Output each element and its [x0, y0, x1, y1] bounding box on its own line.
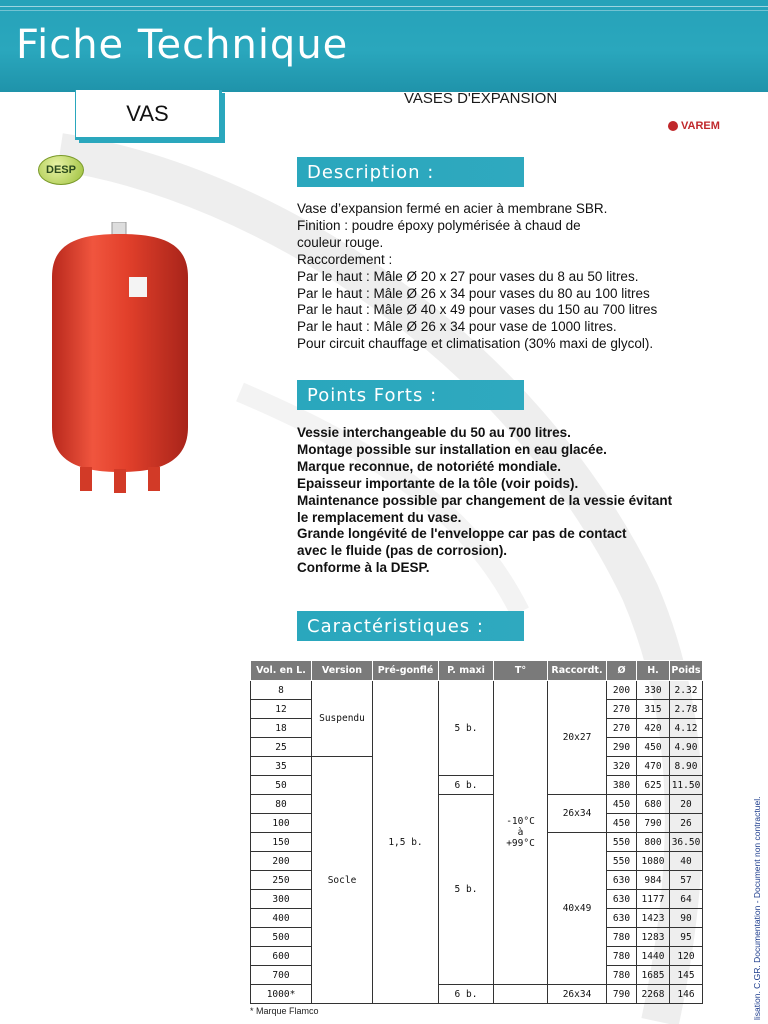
description-line: Par le haut : Mâle Ø 40 x 49 pour vases du 150 au 700 litres: [297, 302, 658, 318]
points-line: Conforme à la DESP.: [297, 560, 430, 576]
specs-table: [250, 660, 703, 1004]
cell-weight: 57: [670, 871, 703, 890]
cell-weight: 120: [670, 947, 703, 966]
banner-line: [0, 6, 768, 7]
description-line: Pour circuit chauffage et climatisation (30% maxi de glycol).: [297, 336, 654, 352]
temp-sep: à: [517, 827, 524, 838]
brand-name: VAREM: [681, 120, 720, 132]
description-line: Vase d’expansion fermé en acier à membrane SBR.: [297, 201, 608, 216]
header-version: Version: [312, 661, 373, 681]
description-line: Par le haut : Mâle Ø 20 x 27 pour vases du 8 au 50 litres.: [297, 268, 639, 284]
cell-weight: 8.90: [670, 757, 703, 776]
header-temperature: T°: [494, 661, 548, 681]
product-code-box: VAS: [76, 90, 222, 140]
points-line: Montage possible sur installation en eau glacée.: [297, 441, 607, 457]
cell-height: 1177: [637, 890, 670, 909]
cell-height: 1080: [637, 852, 670, 871]
description-line: Par le haut : Mâle Ø 26 x 34 pour vases du 80 au 100 litres: [297, 285, 650, 301]
temp-max: +99°C: [506, 838, 535, 849]
points-line: Grande longévité de l'enveloppe car pas de contact: [297, 526, 627, 542]
cell-volume: 400: [251, 909, 312, 928]
header-pregonfle: Pré-gonflé: [373, 661, 439, 681]
cell-height: 470: [637, 757, 670, 776]
cell-volume: 500: [251, 928, 312, 947]
cell-weight: 40: [670, 852, 703, 871]
cell-height: 1283: [637, 928, 670, 947]
cell-height: 800: [637, 833, 670, 852]
cell-height: 450: [637, 738, 670, 757]
cell-diameter: 630: [607, 890, 637, 909]
cell-height: 680: [637, 795, 670, 814]
cell-diameter: 320: [607, 757, 637, 776]
cell-weight: 2.32: [670, 681, 703, 700]
cell-height: 420: [637, 719, 670, 738]
description-line: Raccordement :: [297, 251, 393, 267]
cell-volume: 200: [251, 852, 312, 871]
cell-volume: 250: [251, 871, 312, 890]
cell-weight: 26: [670, 814, 703, 833]
cell-volume: 100: [251, 814, 312, 833]
cell-volume: 8: [251, 681, 312, 700]
cell-diameter: 550: [607, 852, 637, 871]
cell-height: 330: [637, 681, 670, 700]
table-row: [251, 681, 703, 700]
table-header-row: [251, 661, 703, 681]
cell-pmaxi: 6 b.: [439, 776, 494, 795]
banner-line: [0, 10, 768, 11]
cell-pmaxi: 6 b.: [439, 985, 494, 1004]
cell-diameter: 200: [607, 681, 637, 700]
description-line: couleur rouge.: [297, 234, 384, 250]
cell-height: 984: [637, 871, 670, 890]
cell-weight: 146: [670, 985, 703, 1004]
cell-diameter: 790: [607, 985, 637, 1004]
cell-raccordement: 26x34: [548, 985, 607, 1004]
cell-volume: 700: [251, 966, 312, 985]
cell-height: 2268: [637, 985, 670, 1004]
cell-weight: 145: [670, 966, 703, 985]
cell-diameter: 780: [607, 947, 637, 966]
cell-diameter: 550: [607, 833, 637, 852]
cell-pmaxi: 5 b.: [439, 795, 494, 985]
cell-weight: 4.12: [670, 719, 703, 738]
cell-weight: 90: [670, 909, 703, 928]
cell-volume: 12: [251, 700, 312, 719]
cell-raccordement: 20x27: [548, 681, 607, 795]
cell-volume: 300: [251, 890, 312, 909]
footnote: * Marque Flamco: [250, 1006, 319, 1016]
cell-diameter: 270: [607, 719, 637, 738]
cell-diameter: 450: [607, 814, 637, 833]
cell-weight: 11.50: [670, 776, 703, 795]
cell-version: Socle: [312, 757, 373, 1004]
cell-weight: 4.90: [670, 738, 703, 757]
header-banner: [0, 0, 768, 92]
cell-height: 315: [637, 700, 670, 719]
cell-height: 1440: [637, 947, 670, 966]
brand-logo: [668, 120, 720, 132]
cell-pmaxi: 5 b.: [439, 681, 494, 776]
cell-diameter: 630: [607, 909, 637, 928]
description-line: Par le haut : Mâle Ø 26 x 34 pour vase de 1000 litres.: [297, 319, 617, 335]
cell-raccordement: 26x34: [548, 795, 607, 833]
points-line: Epaisseur importante de la tôle (voir poids).: [297, 475, 579, 491]
cell-diameter: 270: [607, 700, 637, 719]
cell-diameter: 450: [607, 795, 637, 814]
points-line: avec le fluide (pas de corrosion).: [297, 543, 508, 559]
desp-badge: DESP: [38, 155, 84, 185]
cell-weight: 95: [670, 928, 703, 947]
cell-weight: 2.78: [670, 700, 703, 719]
description-heading: Description :: [297, 157, 524, 187]
cell-volume: 50: [251, 776, 312, 795]
cell-volume: 35: [251, 757, 312, 776]
cell-diameter: 780: [607, 966, 637, 985]
cell-pregonfle: 1,5 b.: [373, 681, 439, 1004]
cell-height: 1685: [637, 966, 670, 985]
points-line: Marque reconnue, de notoriété mondiale.: [297, 458, 562, 474]
cell-temperature: [494, 681, 548, 985]
cell-diameter: 380: [607, 776, 637, 795]
cell-height: 1423: [637, 909, 670, 928]
points-line: Maintenance possible par changement de la vessie évitant: [297, 492, 673, 508]
cell-diameter: 290: [607, 738, 637, 757]
temp-min: -10°C: [506, 816, 535, 827]
cell-weight: 36.50: [670, 833, 703, 852]
side-disclaimer: lisation. C.GR. Documentation - Document non contractuel.: [752, 796, 762, 1020]
cell-volume: 80: [251, 795, 312, 814]
header-volume: Vol. en L.: [251, 661, 312, 681]
points-line: le remplacement du vase.: [297, 509, 462, 525]
cell-volume: 25: [251, 738, 312, 757]
description-line: Finition : poudre époxy polymérisée à chaud de: [297, 217, 581, 233]
cell-weight: 20: [670, 795, 703, 814]
expansion-vessel-image: [40, 222, 200, 497]
caracteristiques-heading: Caractéristiques :: [297, 611, 524, 641]
cell-temperature-empty: [494, 985, 548, 1004]
header-height: H.: [637, 661, 670, 681]
cell-volume: 18: [251, 719, 312, 738]
cell-diameter: 630: [607, 871, 637, 890]
cell-height: 625: [637, 776, 670, 795]
points-forts-heading: Points Forts :: [297, 380, 524, 410]
cell-diameter: 780: [607, 928, 637, 947]
cell-weight: 64: [670, 890, 703, 909]
cell-volume: 150: [251, 833, 312, 852]
cell-raccordement: 40x49: [548, 833, 607, 985]
points-forts-text: [297, 425, 672, 577]
header-pmaxi: P. maxi: [439, 661, 494, 681]
cell-height: 790: [637, 814, 670, 833]
cell-volume: 1000*: [251, 985, 312, 1004]
cell-version: Suspendu: [312, 681, 373, 757]
page-subtitle: VASES D'EXPANSION: [404, 90, 558, 107]
header-raccordement: Raccordt.: [548, 661, 607, 681]
description-text: [297, 201, 657, 353]
cell-volume: 600: [251, 947, 312, 966]
points-line: Vessie interchangeable du 50 au 700 litres.: [297, 425, 571, 440]
page-title: Fiche Technique: [16, 22, 349, 68]
header-diameter: Ø: [607, 661, 637, 681]
header-weight: Poids: [670, 661, 703, 681]
varem-logo-icon: [668, 121, 678, 131]
